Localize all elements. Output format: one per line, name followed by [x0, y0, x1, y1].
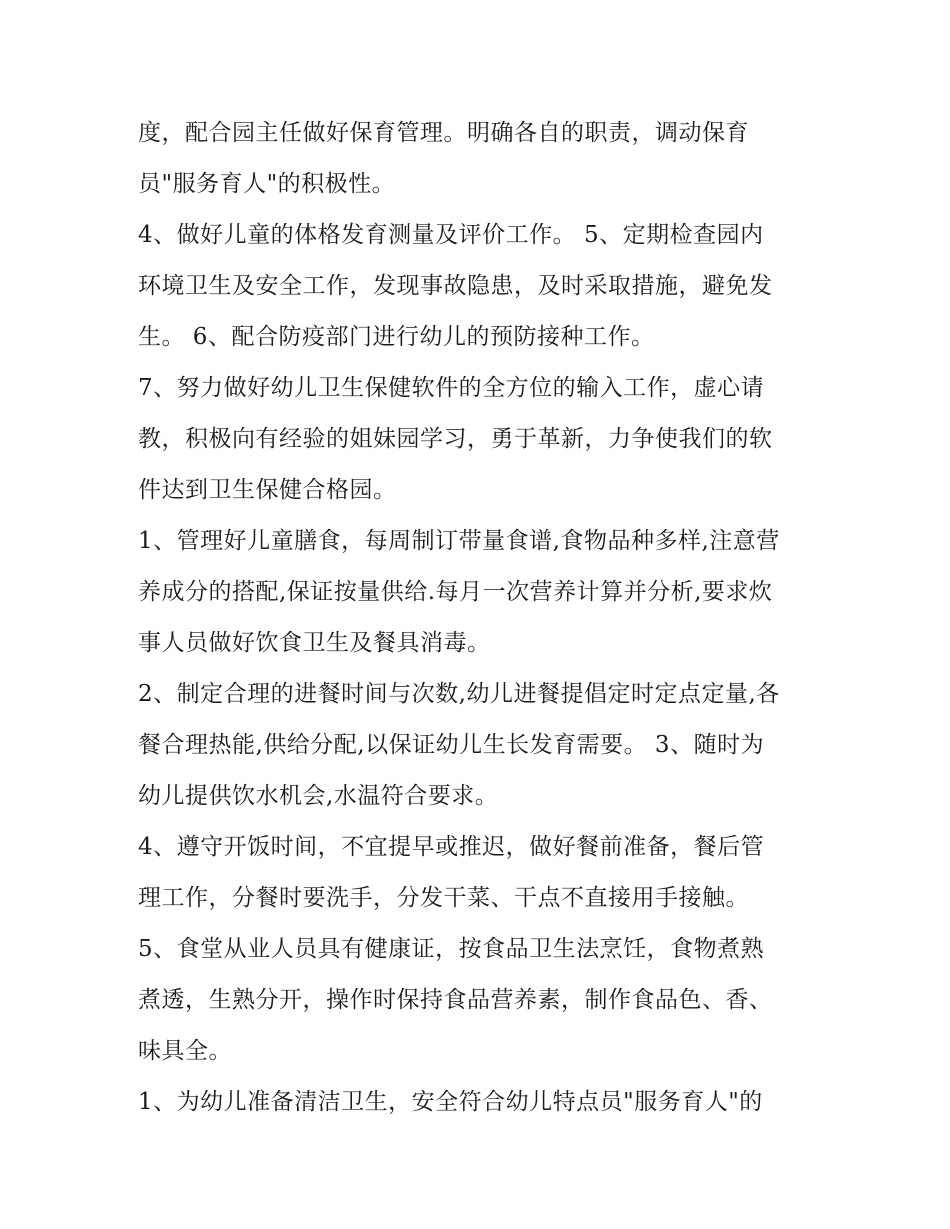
paragraph-1: [138, 108, 818, 210]
paragraph-2: [138, 210, 818, 363]
text-line: 生。 6、配合防疫部门进行幼儿的预防接种工作。: [138, 324, 655, 350]
text-line: 2、制定合理的进餐时间与次数,幼儿进餐提倡定时定点定量,各: [138, 681, 780, 707]
text-line: 煮透，生熟分开，操作时保持食品营养素，制作食品色、香、: [138, 987, 773, 1013]
text-line: 7、努力做好幼儿卫生保健软件的全方位的输入工作，虚心请: [138, 375, 765, 401]
text-line: 教，积极向有经验的姐妹园学习，勇于革新，力争使我们的软: [138, 426, 773, 452]
text-line: 事人员做好饮食卫生及餐具消毒。: [138, 630, 491, 656]
text-line: 幼儿提供饮水机会,水温符合要求。: [138, 783, 499, 809]
paragraph-3: [138, 363, 818, 516]
text-line: 环境卫生及安全工作，发现事故隐患，及时采取措施，避免发: [138, 273, 773, 299]
text-line: 度，配合园主任做好保育管理。明确各自的职责，调动保育: [138, 120, 749, 146]
paragraph-7: [138, 924, 818, 1077]
text-line: 5、食堂从业人员具有健康证，按食品卫生法烹饪，食物煮熟: [138, 936, 765, 962]
text-line: 餐合理热能,供给分配,以保证幼儿生长发育需要。 3、随时为: [138, 732, 765, 758]
text-line: 员"服务育人"的积极性。: [138, 171, 396, 197]
document-body: [138, 108, 818, 1128]
text-line: 4、遵守开饭时间，不宜提早或推迟，做好餐前准备，餐后管: [138, 834, 765, 860]
text-line: 理工作，分餐时要洗手，分发干菜、干点不直接用手接触。: [138, 885, 749, 911]
text-line: 1、管理好儿童膳食，每周制订带量食谱,食物品种多样,注意营: [138, 528, 780, 554]
text-line: 养成分的搭配,保证按量供给.每月一次营养计算并分析,要求炊: [138, 579, 773, 605]
paragraph-6: [138, 822, 818, 924]
paragraph-8: [138, 1077, 818, 1128]
text-line: 1、为幼儿准备清洁卫生，安全符合幼儿特点员"服务育人"的: [138, 1089, 763, 1115]
text-line: 味具全。: [138, 1038, 232, 1064]
paragraph-4: [138, 516, 818, 669]
text-line: 件达到卫生保健合格园。: [138, 477, 397, 503]
text-line: 4、做好儿童的体格发育测量及评价工作。 5、定期检查园内: [138, 222, 764, 248]
paragraph-5: [138, 669, 818, 822]
